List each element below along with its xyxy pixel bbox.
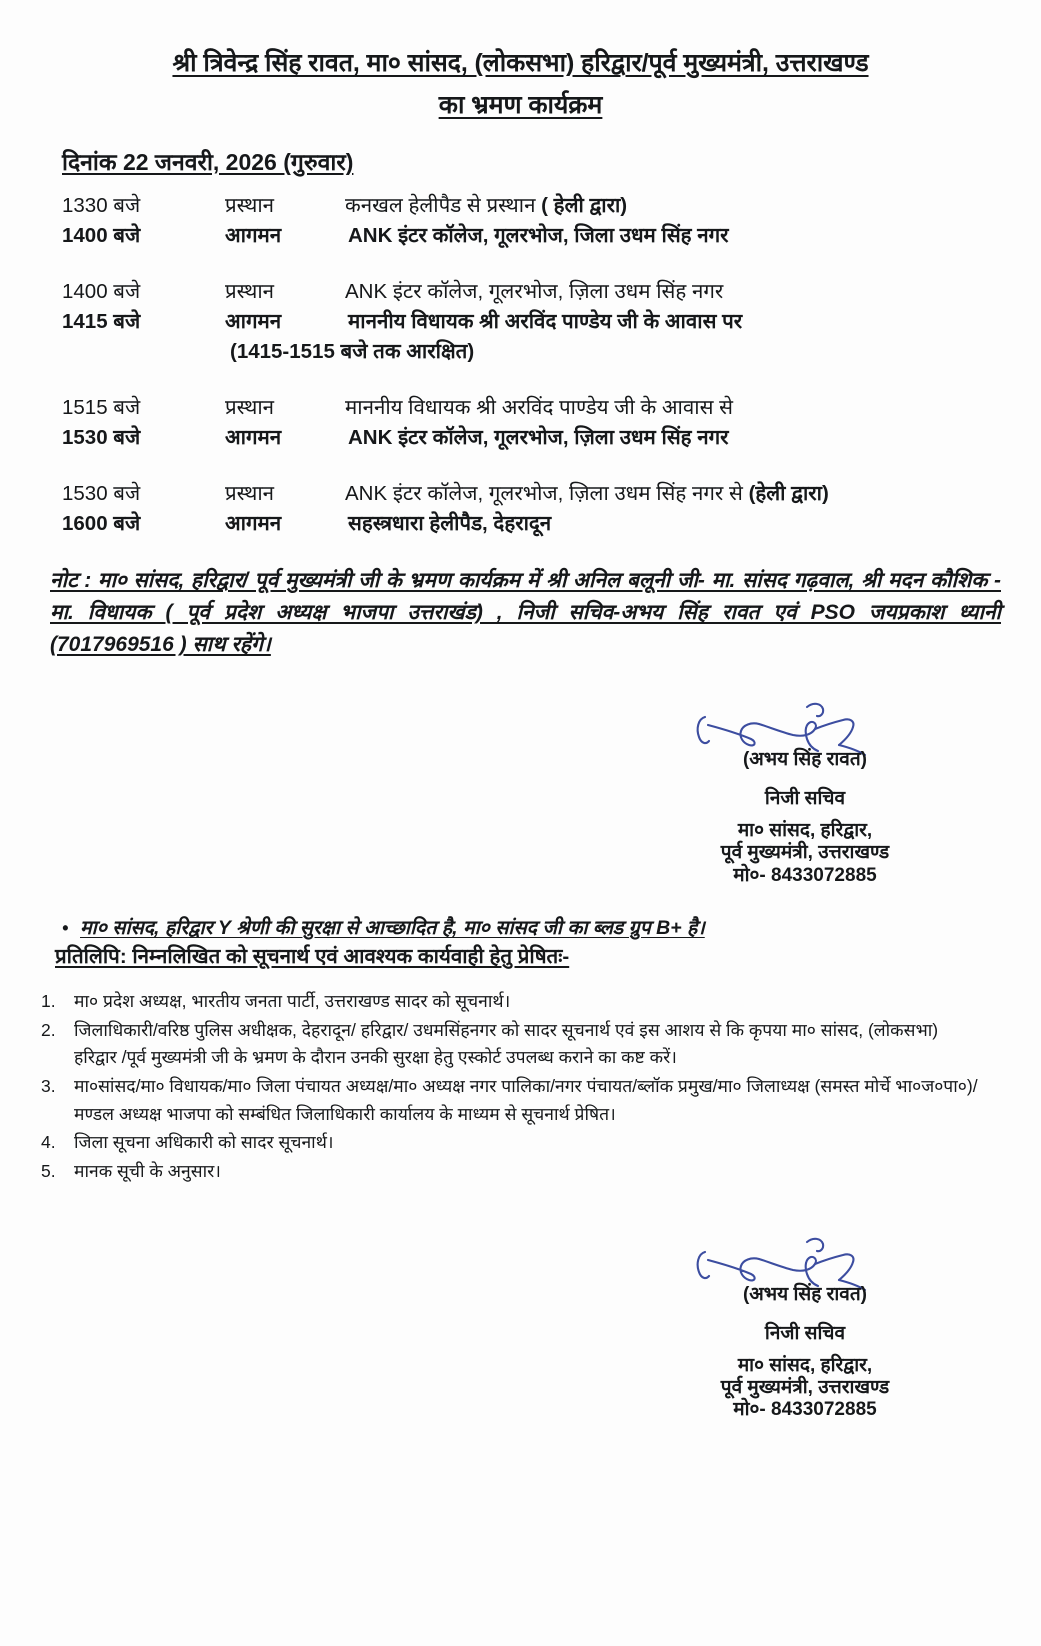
schedule-kind: प्रस्थान [225, 194, 275, 217]
schedule-time: 1330 बजे [62, 194, 141, 217]
schedule-time: 1400 बजे [62, 223, 141, 247]
signature-mobile: मो०- 8433072885 [733, 864, 877, 886]
document-page [0, 46, 1041, 1646]
signature-org-line-1: मा० सांसद, हरिद्वार, [737, 1354, 873, 1376]
list-item [38, 1017, 981, 1072]
signature-org-line-1: मा० सांसद, हरिद्वार, [737, 819, 873, 841]
security-bullet-text: मा० सांसद, हरिद्वार Y श्रेणी की सुरक्षा से आच्छादित है, मा० सांसद जी का ब्लड ग्रुप B+ है। [80, 917, 705, 940]
bullet-dot-icon: • [62, 918, 69, 939]
schedule-kind: आगमन [225, 512, 282, 536]
schedule-row [62, 423, 1041, 453]
schedule-time: 1530 बजे [62, 482, 141, 506]
schedule-kind: आगमन [225, 223, 282, 247]
signature-block-secondary [640, 1230, 970, 1422]
schedule-desc-plain: ANK इंटर कॉलेज, गूलरभोज, ज़िला उधम सिंह नगर से [345, 482, 749, 506]
list-marker: 2. [41, 1019, 56, 1040]
schedule-desc: ANK इंटर कॉलेज, गूलरभोज, ज़िला उधम सिंह नगर [348, 426, 729, 450]
list-marker: 3. [41, 1075, 56, 1096]
schedule-reserved-note: (1415-1515 बजे तक आरक्षित) [230, 339, 475, 363]
schedule-row [62, 479, 1041, 509]
signature-mobile: मो०- 8433072885 [733, 1399, 877, 1421]
title-line-1: श्री त्रिवेन्द्र सिंह रावत, मा० सांसद, (लोकसभा) हरिद्वार/पूर्व मुख्यमंत्री, उत्तराखण्ड [172, 49, 869, 77]
schedule-group [62, 277, 1041, 368]
schedule-desc: ANK इंटर कॉलेज, गूलरभोज, ज़िला उधम सिंह नगर [345, 279, 724, 303]
list-item [38, 1129, 981, 1157]
signature-org-line-2: पूर्व मुख्यमंत्री, उत्तराखण्ड [720, 842, 890, 864]
list-text: मा०सांसद/मा० विधायक/मा० जिला पंचायत अध्यक्ष/मा० अध्यक्ष नगर पालिका/नगर पंचायत/ब्लॉक प्रमुख/मा० जिलाध्यक्ष (समस्त मोर्चे भा०ज०पा०)/मण्डल अध्यक्ष भाजपा को सम्बंधित जिलाधिकारी कार्यालय के माध्यम से सूचनार्थ प्रेषित। [74, 1075, 978, 1124]
document-header [0, 46, 1041, 123]
schedule-group [62, 479, 1041, 539]
schedule-row [62, 277, 1041, 307]
list-text: मानक सूची के अनुसार। [74, 1160, 221, 1181]
copy-to-heading: प्रतिलिपि: निम्नलिखित को सूचनार्थ एवं आवश्यक कार्यवाही हेतु प्रेषितः- [55, 945, 570, 969]
list-item [38, 1073, 981, 1128]
signature-role: निजी सचिव [764, 787, 846, 809]
schedule-time: 1530 बजे [62, 426, 141, 450]
list-text: मा० प्रदेश अध्यक्ष, भारतीय जनता पार्टी, उत्तराखण्ड सादर को सूचनार्थ। [74, 991, 511, 1012]
schedule-time: 1515 बजे [62, 396, 141, 420]
schedule-desc [345, 479, 1041, 509]
page-title [60, 46, 981, 123]
schedule-time: 1400 बजे [62, 279, 141, 303]
list-marker: 4. [41, 1132, 56, 1153]
signature-name: (अभय सिंह रावत) [742, 1283, 868, 1305]
schedule-desc: माननीय विधायक श्री अरविंद पाण्डेय जी के आवास पर [348, 309, 743, 333]
schedule-row [62, 509, 1041, 539]
note-paragraph: नोट : मा० सांसद, हरिद्वार/ पूर्व मुख्यमंत्री जी के भ्रमण कार्यक्रम में श्री अनिल बलूनी जी- मा. सांसद गढ़वाल, श्री मदन कौशिक - मा. विधायक ( पूर्व प्रदेश अध्यक्ष भाजपा उत्तराखंड) , निजी सचिव-अभय सिंह रावत एवं PSO जयप्रकाश ध्यानी (7017969516 ) साथ रहेंगे। [50, 569, 1001, 656]
signature-org-line-2: पूर्व मुख्यमंत्री, उत्तराखण्ड [720, 1376, 890, 1398]
date-line: दिनांक 22 जनवरी, 2026 (गुरुवार) [62, 149, 354, 175]
list-text: जिला सूचना अधिकारी को सादर सूचनार्थ। [74, 1132, 334, 1153]
schedule-desc-plain: कनखल हेलीपैड से प्रस्थान [345, 194, 542, 217]
schedule-desc-emph: (हेली द्वारा) [748, 482, 829, 506]
schedule-desc: सहस्त्रधारा हेलीपैड, देहरादून [348, 512, 552, 536]
schedule-desc: माननीय विधायक श्री अरविंद पाण्डेय जी के आवास से [345, 396, 733, 420]
schedule-row [62, 221, 1041, 251]
schedule-row [62, 191, 1041, 221]
schedule-kind: प्रस्थान [225, 279, 275, 303]
schedule-kind: आगमन [225, 426, 282, 450]
title-line-2: का भ्रमण कार्यक्रम [438, 90, 603, 119]
list-item [38, 988, 981, 1016]
schedule-row [62, 307, 1041, 337]
schedule-group [62, 393, 1041, 453]
list-marker: 5. [41, 1160, 56, 1181]
list-text: जिलाधिकारी/वरिष्ठ पुलिस अधीक्षक, देहरादून/ हरिद्वार/ उधमसिंहनगर को सादर सूचनार्थ एवं इस आशय से कि कृपया मा० सांसद, (लोकसभा) हरिद्वार /पूर्व मुख्यमंत्री जी के भ्रमण के दौरान उनकी सुरक्षा हेतु एस्कोर्ट उपलब्ध कराने का कष्ट करें। [74, 1019, 939, 1068]
schedule-time: 1600 बजे [62, 512, 141, 536]
schedule-group [62, 191, 1041, 251]
copy-to-list [0, 988, 1041, 1185]
schedule-time: 1415 बजे [62, 309, 141, 333]
schedule-kind: प्रस्थान [225, 482, 275, 506]
schedule-kind: प्रस्थान [225, 396, 275, 420]
security-bullet-row [0, 913, 1041, 940]
schedule-desc-emph: ( हेली द्वारा) [541, 194, 628, 217]
schedule-list [0, 191, 1041, 539]
schedule-row [62, 393, 1041, 423]
schedule-desc: ANK इंटर कॉलेज, गूलरभोज, जिला उधम सिंह नगर [348, 223, 729, 247]
signature-block-primary [640, 695, 970, 887]
list-item [38, 1158, 981, 1186]
schedule-kind: आगमन [225, 309, 282, 333]
list-marker: 1. [41, 991, 56, 1012]
schedule-desc [345, 191, 1041, 221]
signature-name: (अभय सिंह रावत) [742, 748, 868, 770]
signature-role: निजी सचिव [764, 1322, 846, 1344]
